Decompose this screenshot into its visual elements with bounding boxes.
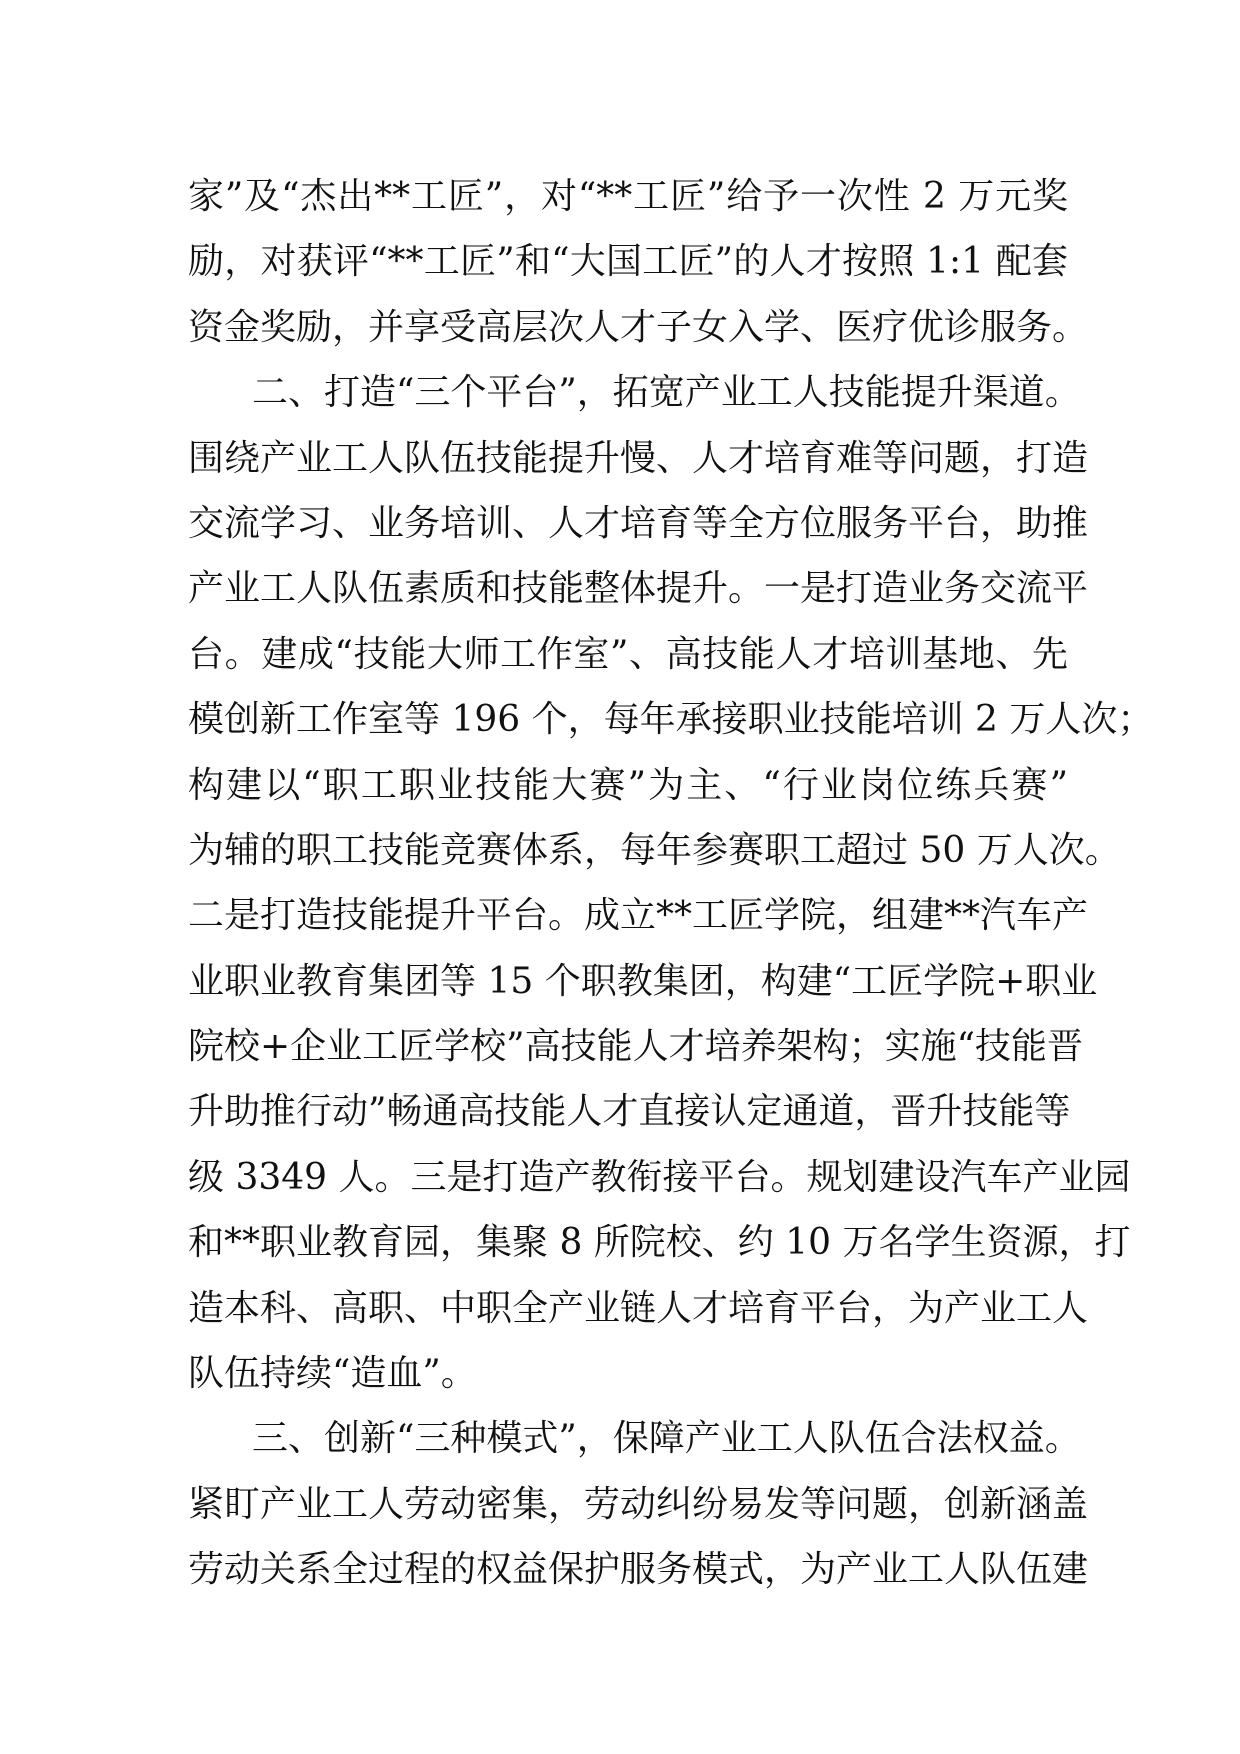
body-text xyxy=(188,164,1154,1603)
text-line: 升助推行动”畅通高技能人才直接认定通道，晋升技能等 xyxy=(188,1091,1071,1133)
text-line: 和**职业教育园，集聚 8 所院校、约 10 万名学生资源，打 xyxy=(188,1222,1131,1264)
text-line: 为辅的职工技能竞赛体系，每年参赛职工超过 50 万人次。 xyxy=(188,829,1121,871)
text-line: 励，对获评“**工匠”和“大国工匠”的人才按照 1:1 配套 xyxy=(188,241,1068,283)
text-line: 紧盯产业工人劳动密集，劳动纠纷易发等问题，创新涵盖 xyxy=(188,1483,1089,1525)
text-line: 构建以“职工职业技能大赛”为主、“行业岗位练兵赛” xyxy=(188,764,1068,806)
text-line: 围绕产业工人队伍技能提升慢、人才培育难等问题，打造 xyxy=(188,437,1089,479)
text-line: 台。建成“技能大师工作室”、高技能人才培训基地、先 xyxy=(188,633,1068,675)
text-line: 队伍持续“造血”。 xyxy=(188,1353,477,1395)
text-line: 交流学习、业务培训、人才培育等全方位服务平台，助推 xyxy=(188,502,1089,544)
text-line: 资金奖励，并享受高层次人才子女入学、医疗优诊服务。 xyxy=(188,306,1089,348)
text-line: 产业工人队伍素质和技能整体提升。一是打造业务交流平 xyxy=(188,568,1089,610)
text-line: 业职业教育集团等 15 个职教集团，构建“工匠学院+职业 xyxy=(188,960,1098,1002)
text-line: 模创新工作室等 196 个，每年承接职业技能培训 2 万人次； xyxy=(188,699,1154,741)
text-line: 院校+企业工匠学校”高技能人才培养架构；实施“技能晋 xyxy=(188,1026,1083,1068)
text-line: 造本科、高职、中职全产业链人才培育平台，为产业工人 xyxy=(188,1287,1089,1329)
text-line: 劳动关系全过程的权益保护服务模式，为产业工人队伍建 xyxy=(188,1549,1089,1591)
text-line: 三、创新“三种模式”，保障产业工人队伍合法权益。 xyxy=(252,1418,1081,1460)
text-line: 二是打造技能提升平台。成立**工匠学院，组建**汽车产 xyxy=(188,895,1089,937)
text-line: 家”及“杰出**工匠”，对“**工匠”给予一次性 2 万元奖 xyxy=(188,176,1068,217)
text-line: 级 3349 人。三是打造产教衔接平台。规划建设汽车产业园 xyxy=(188,1156,1131,1198)
text-line: 二、打造“三个平台”，拓宽产业工人技能提升渠道。 xyxy=(252,372,1081,414)
